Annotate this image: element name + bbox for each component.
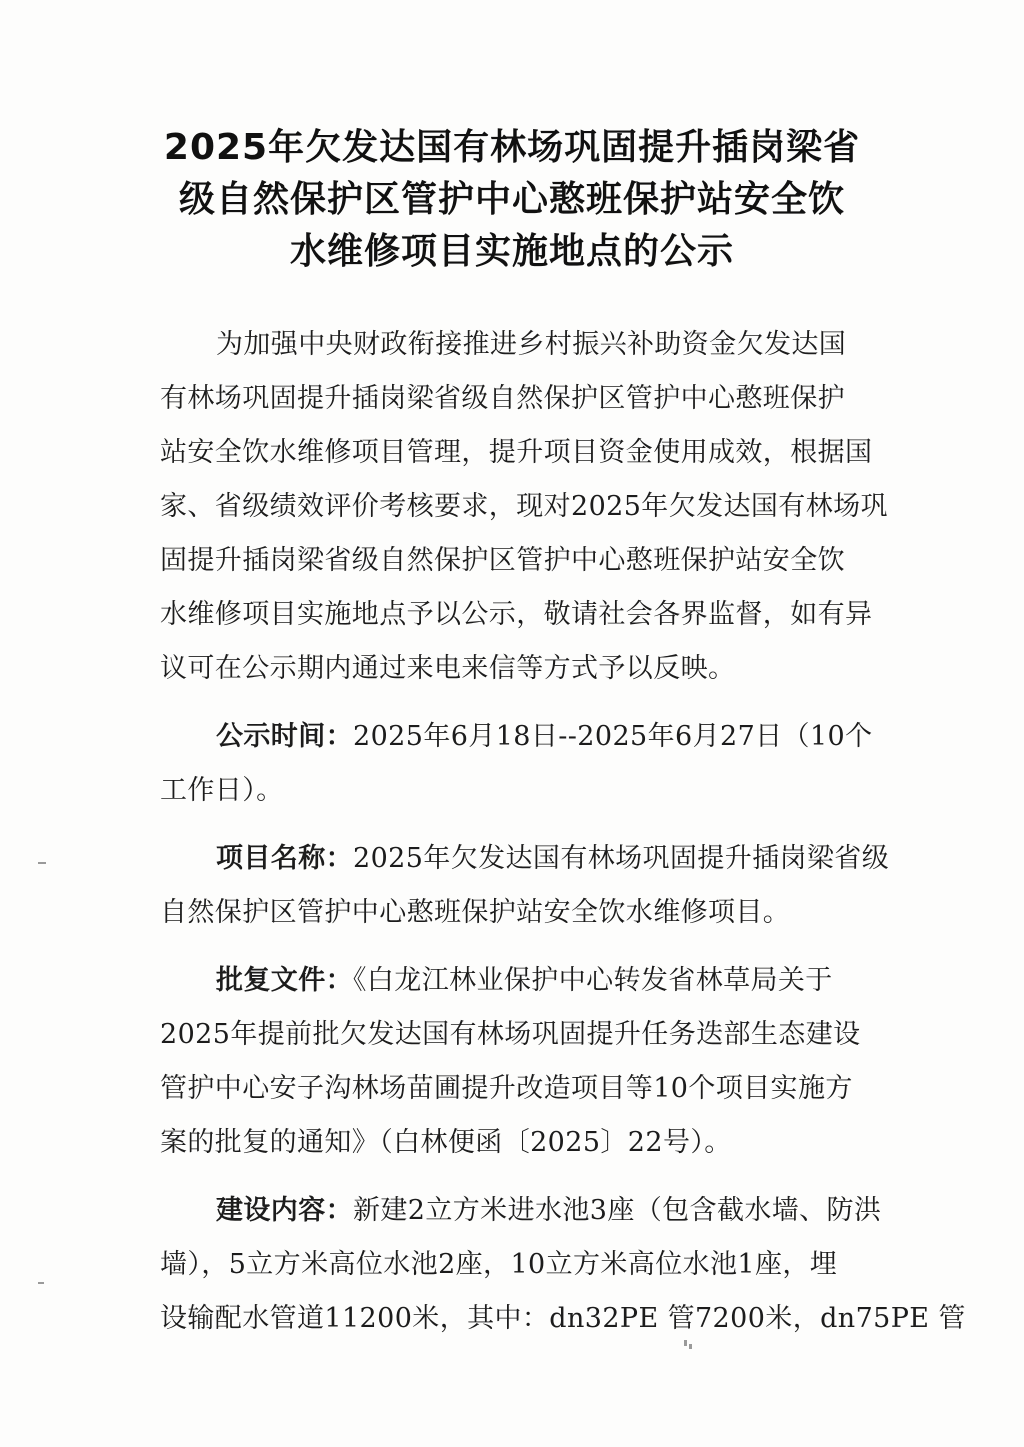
project-line-1 xyxy=(160,832,890,886)
content-line-2: 墙），5立方米高位水池2座，10立方米高位水池1座，埋 xyxy=(160,1249,838,1280)
content-label: 建设内容： xyxy=(216,1195,353,1226)
scan-speck xyxy=(38,1282,44,1284)
title-line-2: 级自然保护区管护中心憨班保护站安全饮 xyxy=(178,179,845,220)
approval-paragraph xyxy=(160,954,870,1170)
period-paragraph xyxy=(160,710,873,818)
intro-line-1: 为加强中央财政衔接推进乡村振兴补助资金欠发达国 xyxy=(216,329,847,360)
intro-line-2: 有林场巩固提升插岗梁省级自然保护区管护中心憨班保护 xyxy=(160,383,845,414)
intro-line-6: 水维修项目实施地点予以公示，敬请社会各界监督，如有异 xyxy=(160,599,873,630)
approval-line-2: 2025年提前批欠发达国有林场巩固提升任务迭部生态建设 xyxy=(160,1019,861,1050)
intro-line-3: 站安全饮水维修项目管理，提升项目资金使用成效，根据国 xyxy=(160,437,873,468)
project-paragraph xyxy=(160,832,890,940)
document-body xyxy=(160,318,966,1346)
content-text-1: 新建2立方米进水池3座（包含截水墙、防洪 xyxy=(353,1195,882,1226)
approval-line-1 xyxy=(160,954,870,1008)
content-line-1 xyxy=(160,1184,882,1238)
intro-line-5: 固提升插岗梁省级自然保护区管护中心憨班保护站安全饮 xyxy=(160,545,845,576)
project-label: 项目名称： xyxy=(216,843,353,874)
intro-line-4: 家、省级绩效评价考核要求，现对2025年欠发达国有林场巩 xyxy=(160,491,888,522)
approval-label: 批复文件： xyxy=(216,965,353,996)
scan-speck xyxy=(38,862,46,864)
content-line-3: 设输配水管道11200米，其中：dn32PE 管7200米，dn75PE 管 xyxy=(160,1303,966,1334)
period-line-2: 工作日）。 xyxy=(160,775,284,806)
title-line-1: 2025年欠发达国有林场巩固提升插岗梁省 xyxy=(163,127,861,168)
period-line-1 xyxy=(160,710,873,764)
intro-line-7: 议可在公示期内通过来电来信等方式予以反映。 xyxy=(160,653,736,684)
title-line-3: 水维修项目实施地点的公示 xyxy=(289,231,734,272)
page-title xyxy=(140,122,884,278)
content-paragraph xyxy=(160,1184,966,1346)
scan-speck xyxy=(684,1340,687,1346)
approval-text-1: 《白龙江林业保护中心转发省林草局关于 xyxy=(353,965,833,996)
period-label: 公示时间： xyxy=(216,721,353,752)
project-text-1: 2025年欠发达国有林场巩固提升插岗梁省级 xyxy=(353,843,890,874)
period-text-1: 2025年6月18日--2025年6月27日（10个 xyxy=(353,721,873,752)
intro-paragraph xyxy=(160,318,888,696)
project-line-2: 自然保护区管护中心憨班保护站安全饮水维修项目。 xyxy=(160,897,791,928)
approval-line-4: 案的批复的通知》（白林便函〔2025〕22号）。 xyxy=(160,1127,732,1158)
scan-speck xyxy=(689,1344,692,1349)
approval-line-3: 管护中心安子沟林场苗圃提升改造项目等10个项目实施方 xyxy=(160,1073,853,1104)
